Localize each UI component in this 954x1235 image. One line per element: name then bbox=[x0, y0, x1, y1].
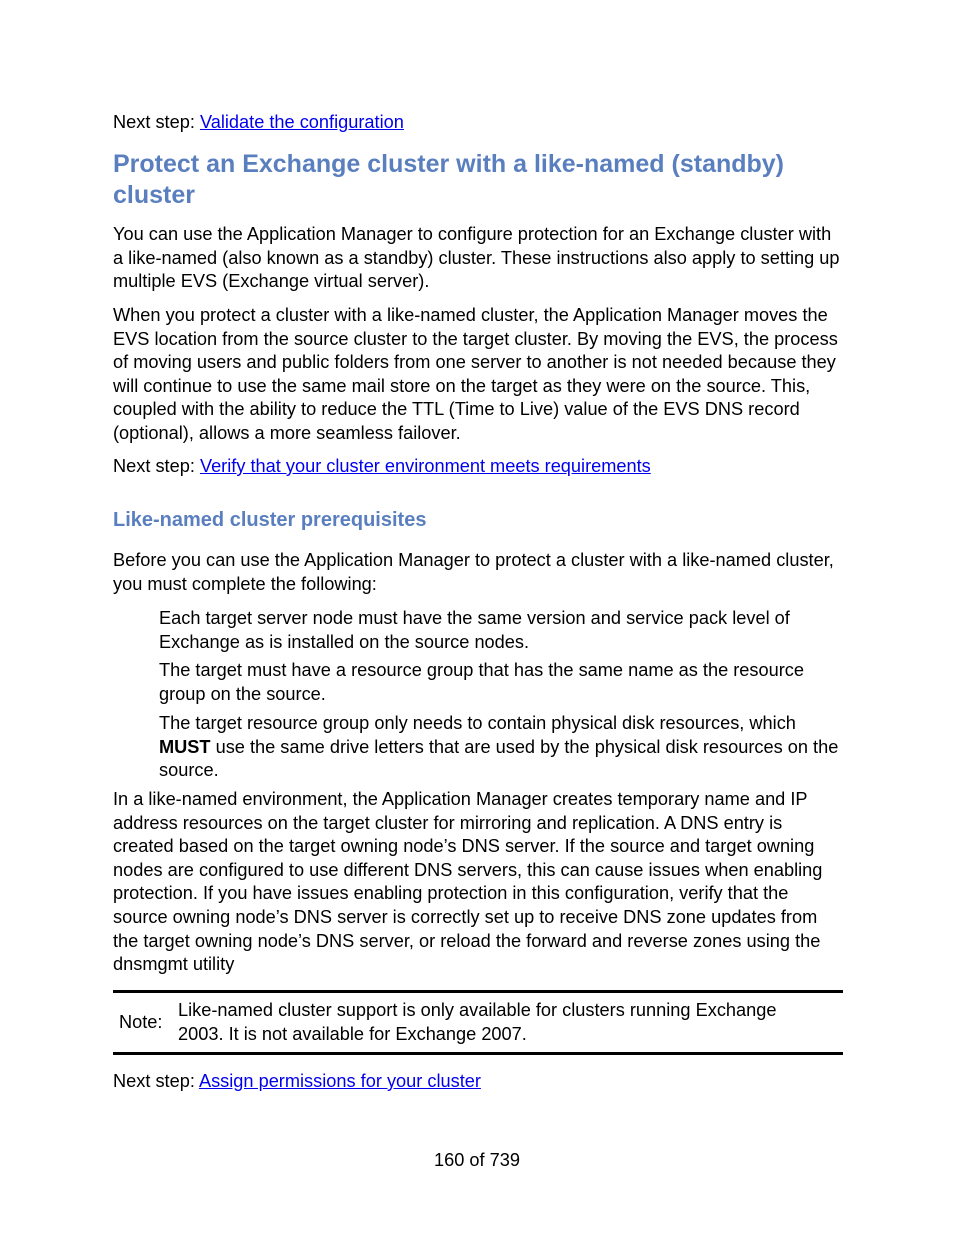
page-heading: Protect an Exchange cluster with a like-named (standby) cluster bbox=[113, 150, 785, 209]
list-item: Each target server node must have the same version and service pack level of Exchange as is installed on the source nodes. bbox=[159, 608, 790, 652]
evs-paragraph: When you protect a cluster with a like-named cluster, the Application Manager moves the EVS location from the source cluster to the target cluster. By moving the EVS, the process of moving users and public folders from one server to another is not needed because they will continue to use the same mail store on the target as they were on the source. This, coupled with the ability to reduce the TTL (Time to Live) value of the EVS DNS record (optional), allows a more seamless failover. bbox=[113, 305, 838, 443]
next-step-2 bbox=[113, 455, 843, 479]
note-bottom-rule bbox=[113, 1052, 843, 1055]
note-top-rule bbox=[113, 990, 843, 993]
dns-paragraph: In a like-named environment, the Application Manager creates temporary name and IP address resources on the target cluster for mirroring and replication. A DNS entry is created based on the target owning node’s DNS server. If the source and target owning nodes are configured to use different DNS servers, this can cause issues when enabling protection. If you have issues enabling protection in this configuration, verify that the source owning node’s DNS server is correctly set up to receive DNS zone updates from the target owning node’s DNS server, or reload the forward and reverse zones using the dnsmgmt utility bbox=[113, 789, 823, 975]
list-item: The target must have a resource group that has the same name as the resource group on the source. bbox=[159, 660, 804, 704]
must-emphasis: MUST bbox=[159, 736, 211, 757]
list-item bbox=[159, 712, 843, 783]
next-step-1 bbox=[113, 111, 843, 135]
next-step-prefix: Next step: bbox=[113, 112, 200, 132]
intro-paragraph: You can use the Application Manager to configure protection for an Exchange cluster with a like-named (also known as a standby) cluster. These instructions also apply to setting up multiple EVS (Exchange virtual server). bbox=[113, 224, 840, 292]
page-number: 160 of 739 bbox=[434, 1150, 520, 1170]
note-label: Note: bbox=[119, 1012, 163, 1032]
list-item-text: The target resource group only needs to contain physical disk resources, which bbox=[159, 713, 796, 733]
verify-requirements-link[interactable]: Verify that your cluster environment meets requirements bbox=[199, 456, 651, 476]
note-text: Like-named cluster support is only available for clusters running Exchange 2003. It is not available for Exchange 2007. bbox=[178, 1000, 777, 1044]
next-step-prefix: Next step: bbox=[113, 1071, 199, 1091]
assign-permissions-link[interactable]: Assign permissions for your cluster bbox=[198, 1071, 481, 1091]
next-step-prefix: Next step: bbox=[113, 456, 200, 476]
prerequisites-intro: Before you can use the Application Manager to protect a cluster with a like-named cluster, you must complete the following: bbox=[113, 550, 834, 594]
list-item-text: use the same drive letters that are used by the physical disk resources on the source. bbox=[159, 736, 839, 781]
validate-configuration-link[interactable]: Validate the configuration bbox=[199, 112, 404, 132]
next-step-3 bbox=[113, 1070, 843, 1094]
prerequisites-heading: Like-named cluster prerequisites bbox=[113, 509, 427, 531]
